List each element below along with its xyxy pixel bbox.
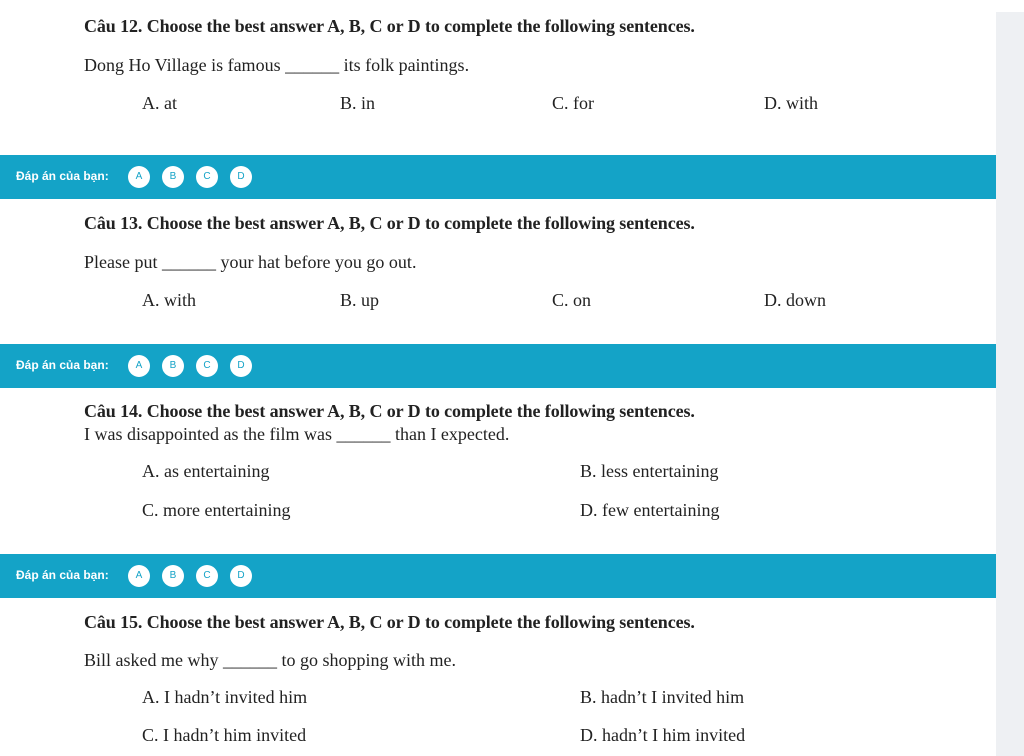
choice-a-button[interactable]: A [128,166,150,188]
option-a: A. I hadn’t invited him [142,687,308,707]
answer-label: Đáp án của bạn: [16,568,109,582]
answer-label: Đáp án của bạn: [16,169,109,183]
option-b: B. in [340,93,376,113]
question-title: Câu 14. Choose the best answer A, B, C or D to complete the following sentences. [84,401,695,421]
question-title: Câu 13. Choose the best answer A, B, C or D to complete the following sentences. [84,213,695,233]
option-c: C. for [552,93,594,113]
option-a: A. at [142,93,177,113]
choice-c-button[interactable]: C [196,565,218,587]
choice-c-button[interactable]: C [196,166,218,188]
choice-b-button[interactable]: B [162,565,184,587]
choice-b-button[interactable]: B [162,355,184,377]
choice-d-button[interactable]: D [230,166,252,188]
choice-a-button[interactable]: A [128,565,150,587]
question-sentence: I was disappointed as the film was ______ than I expected. [84,424,510,444]
answer-bar-12 [0,155,996,199]
choice-c-button[interactable]: C [196,355,218,377]
option-b: B. less entertaining [580,461,719,481]
question-sentence: Dong Ho Village is famous ______ its folk paintings. [84,55,470,75]
option-d: D. with [764,93,818,113]
question-title: Câu 15. Choose the best answer A, B, C or D to complete the following sentences. [84,612,695,632]
option-a: A. with [142,290,196,310]
answer-label: Đáp án của bạn: [16,358,109,372]
question-sentence: Bill asked me why ______ to go shopping with me. [84,650,456,670]
right-side-panel [996,12,1024,756]
option-b: B. hadn’t I invited him [580,687,745,707]
option-d: D. hadn’t I him invited [580,725,746,745]
option-c: C. I hadn’t him invited [142,725,307,745]
option-c: C. more entertaining [142,500,291,520]
question-sentence: Please put ______ your hat before you go out. [84,252,417,272]
answer-bar-14 [0,554,996,598]
answer-bar-13 [0,344,996,388]
choice-d-button[interactable]: D [230,355,252,377]
option-c: C. on [552,290,592,310]
choice-a-button[interactable]: A [128,355,150,377]
option-b: B. up [340,290,380,310]
option-d: D. few entertaining [580,500,720,520]
option-a: A. as entertaining [142,461,270,481]
choice-b-button[interactable]: B [162,166,184,188]
question-title: Câu 12. Choose the best answer A, B, C or D to complete the following sentences. [84,16,695,36]
choice-d-button[interactable]: D [230,565,252,587]
option-d: D. down [764,290,826,310]
